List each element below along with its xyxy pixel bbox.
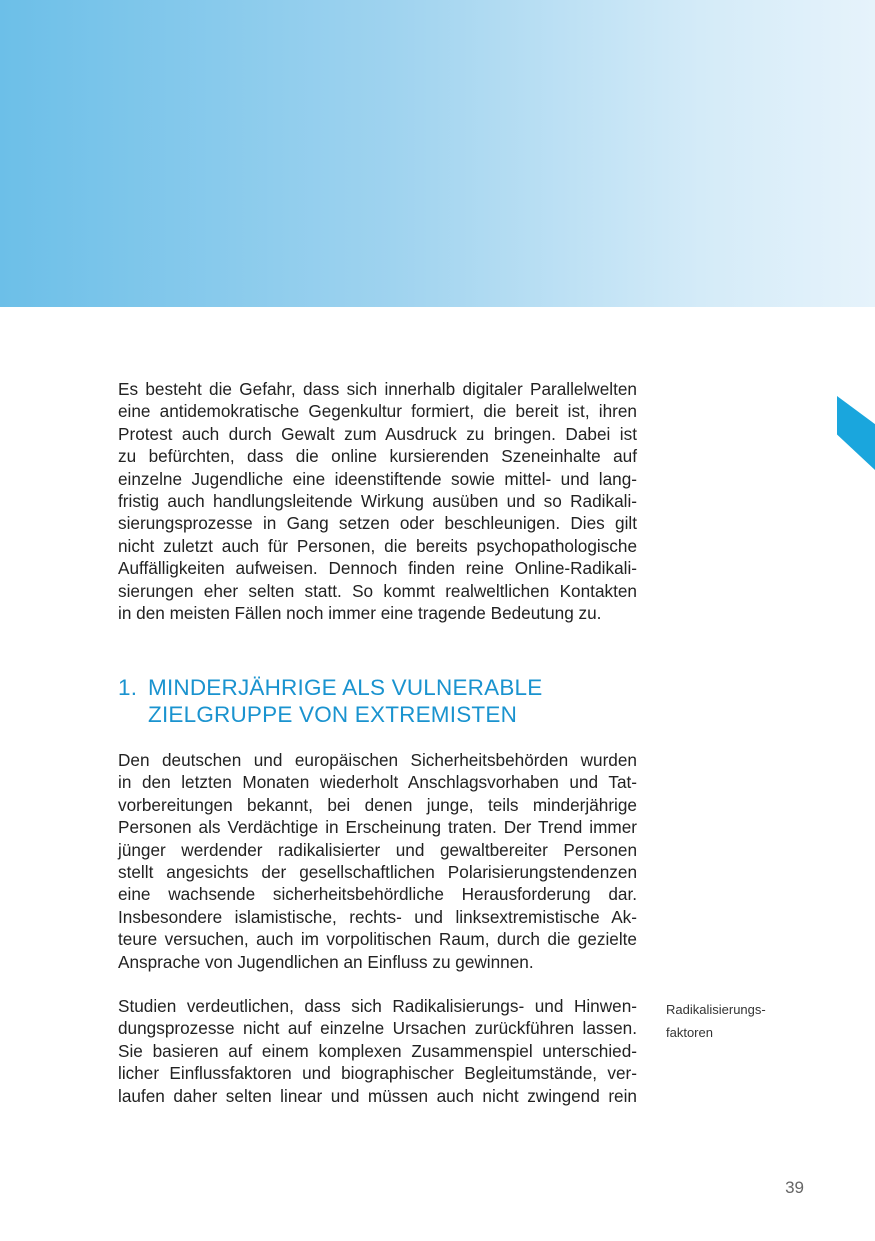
text-line: vorbereitungen bekannt, bei denen junge, teils minderjährige	[118, 794, 637, 815]
section-title-line: MINDERJÄHRIGE ALS VULNERABLE	[148, 675, 543, 700]
text-line: Protest auch durch Gewalt zum Ausdruck zu bringen. Dabei ist	[118, 423, 637, 444]
header-color-band	[0, 0, 875, 307]
text-line: Es besteht die Gefahr, dass sich innerhalb digitaler Parallelwelten	[118, 379, 637, 399]
text-line: licher Einflussfaktoren und biographischer Begleitumstände, ver-	[118, 1063, 637, 1084]
text-line: Sie basieren auf einem komplexen Zusammenspiel unterschied-	[118, 1040, 637, 1061]
text-line: sierungsprozesse in Gang setzen oder beschleunigen. Dies gilt	[118, 513, 637, 534]
section-heading	[118, 674, 678, 728]
intro-paragraph	[118, 378, 637, 624]
text-line: zu befürchten, dass die online kursierenden Szeneinhalte auf	[118, 446, 637, 467]
text-line: einzelne Jugendliche eine ideenstiftende sowie mittel- und lang-	[118, 468, 637, 489]
text-line: in den meisten Fällen noch immer eine tragende Bedeutung zu.	[118, 603, 602, 624]
margin-note-line: faktoren	[666, 1025, 713, 1040]
text-line: fristig auch handlungsleitende Wirkung ausüben und so Radikali-	[118, 491, 637, 512]
text-line: nicht zuletzt auch für Personen, die bereits psychopathologische	[118, 535, 637, 556]
chapter-edge-tab	[837, 396, 875, 470]
text-line: Personen als Verdächtige in Erscheinung traten. Der Trend immer	[118, 817, 637, 838]
text-line: Ansprache von Jugendlichen an Einfluss zu gewinnen.	[118, 951, 534, 972]
page-number: 39	[785, 1178, 804, 1197]
text-line: stellt angesichts der gesellschaftlichen Polarisierungstendenzen	[118, 862, 637, 883]
section-title-line: ZIELGRUPPE VON EXTREMISTEN	[148, 702, 518, 727]
text-line: eine wachsende sicherheitsbehördliche Herausforderung dar.	[118, 884, 637, 905]
text-line: laufen daher selten linear und müssen auch nicht zwingend rein	[118, 1085, 637, 1106]
margin-note	[666, 998, 806, 1044]
body-paragraph-3	[118, 995, 637, 1107]
text-line: sierungen eher selten statt. So kommt realweltlichen Kontakten	[118, 580, 637, 601]
text-line: eine antidemokratische Gegenkultur formiert, die bereit ist, ihren	[118, 401, 637, 422]
text-line: Den deutschen und europäischen Sicherheitsbehörden wurden	[118, 750, 637, 770]
text-line: in den letzten Monaten wiederholt Anschlagsvorhaben und Tat-	[118, 772, 637, 793]
text-line: Auffälligkeiten aufweisen. Dennoch finden reine Online-Radikali-	[118, 558, 637, 579]
text-line: teure versuchen, auch im vorpolitischen Raum, durch die gezielte	[118, 929, 637, 950]
margin-note-line: Radikalisierungs-	[666, 1002, 766, 1017]
text-line: jünger werdender radikalisierter und gewaltbereiter Personen	[118, 839, 637, 860]
body-paragraph-2	[118, 749, 637, 973]
text-line: dungsprozesse nicht auf einzelne Ursachen zurückführen lassen.	[118, 1018, 637, 1039]
text-line: Insbesondere islamistische, rechts- und linksextremistische Ak-	[118, 906, 637, 927]
section-number: 1.	[118, 675, 138, 700]
text-line: Studien verdeutlichen, dass sich Radikalisierungs- und Hinwen-	[118, 996, 637, 1016]
